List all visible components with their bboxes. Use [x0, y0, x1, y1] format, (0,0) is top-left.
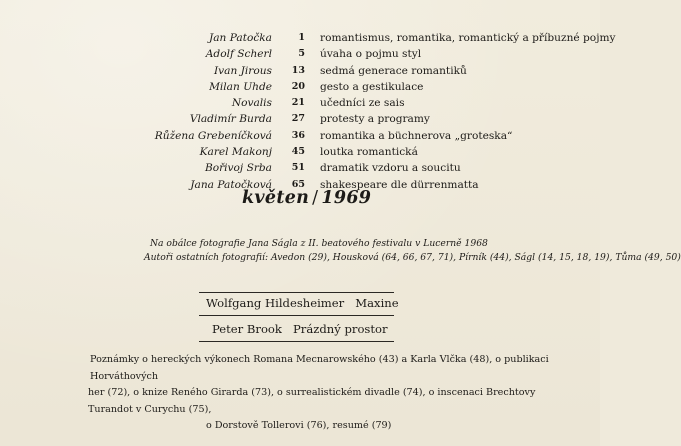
toc-title: romantismus, romantika, romantický a příbuzné pojmy	[320, 32, 616, 44]
toc-entry	[120, 144, 590, 160]
toc-page-number: 51	[291, 162, 305, 174]
toc-entry	[120, 95, 590, 111]
toc-entry	[120, 160, 590, 176]
toc-title: shakespeare dle dürrenmatta	[320, 178, 479, 191]
notes-paragraph	[88, 352, 558, 435]
issue-month: květen	[242, 188, 310, 208]
toc-page-number: 20	[291, 80, 305, 92]
toc-title: romantika a büchnerova „groteska“	[320, 129, 513, 142]
toc-page-number: 45	[291, 146, 305, 158]
toc-entry	[120, 111, 590, 127]
toc-title: gesto a gestikulace	[320, 80, 424, 93]
toc-entry	[120, 79, 590, 95]
toc-author: Jan Patočka	[208, 32, 272, 44]
feature-title: Wolfgang Hildesheimer Maxine	[206, 296, 399, 310]
divider-rule	[199, 315, 394, 316]
toc-author: Novalis	[231, 97, 272, 110]
issue-separator: /	[312, 188, 319, 208]
notes-line: Poznámky o hereckých výkonech Romana Mecnarowského (43) a Karla Vlčka (48), o publikaci Horváthových	[90, 354, 549, 382]
toc-author: Bořivoj Srba	[204, 162, 272, 175]
other-photo-credits: Autoři ostatních fotografií: Avedon (29), Housková (64, 66, 67, 71), Pírník (44), Ságl (14, 15, 18, 19), Tůma (49, 50)	[144, 252, 681, 263]
toc-entry	[120, 30, 616, 46]
notes-line: her (72), o knize Reného Girarda (73), o surrealistickém divadle (74), o inscenaci Brechtovy Turandot v Curychu (75),	[88, 387, 536, 415]
toc-author: Růžena Grebeníčková	[154, 129, 272, 142]
notes-line: o Dorstově Tollerovi (76), resumé (79)	[206, 420, 392, 431]
toc-title: dramatik vzdoru a soucitu	[320, 162, 461, 175]
toc-author: Jana Patočková	[190, 178, 272, 191]
toc-title: loutka romantická	[320, 146, 418, 159]
toc-entry	[120, 46, 590, 62]
table-of-contents	[120, 30, 616, 193]
toc-title: sedmá generace romantiků	[320, 64, 467, 77]
toc-author: Karel Makonj	[199, 146, 272, 159]
issue-year: 1969	[321, 188, 372, 208]
toc-author: Milan Uhde	[209, 80, 272, 93]
toc-page-number: 27	[291, 113, 305, 125]
toc-entry	[120, 128, 590, 144]
toc-title: úvaha o pojmu styl	[320, 48, 422, 61]
toc-title: protesty a programy	[320, 113, 430, 126]
toc-page-number: 13	[291, 64, 305, 76]
toc-page-number: 21	[291, 97, 305, 109]
issue-date	[242, 188, 371, 208]
toc-page-number: 36	[291, 129, 305, 141]
toc-author: Adolf Scherl	[205, 48, 272, 61]
toc-page-number: 5	[298, 48, 305, 60]
divider-rule	[199, 341, 394, 342]
cover-photo-credit: Na obálce fotografie Jana Ságla z II. beatového festivalu v Lucerně 1968	[150, 238, 488, 249]
toc-author: Vladimír Burda	[189, 113, 272, 126]
toc-author: Ivan Jirous	[213, 64, 272, 77]
feature-title: Peter Brook Prázdný prostor	[212, 322, 388, 336]
divider-rule	[199, 292, 394, 293]
photo-credits	[144, 237, 681, 265]
toc-title: učedníci ze sais	[320, 97, 405, 110]
toc-page-number: 65	[291, 178, 305, 190]
toc-page-number: 1	[298, 32, 305, 43]
toc-entry	[120, 63, 590, 79]
